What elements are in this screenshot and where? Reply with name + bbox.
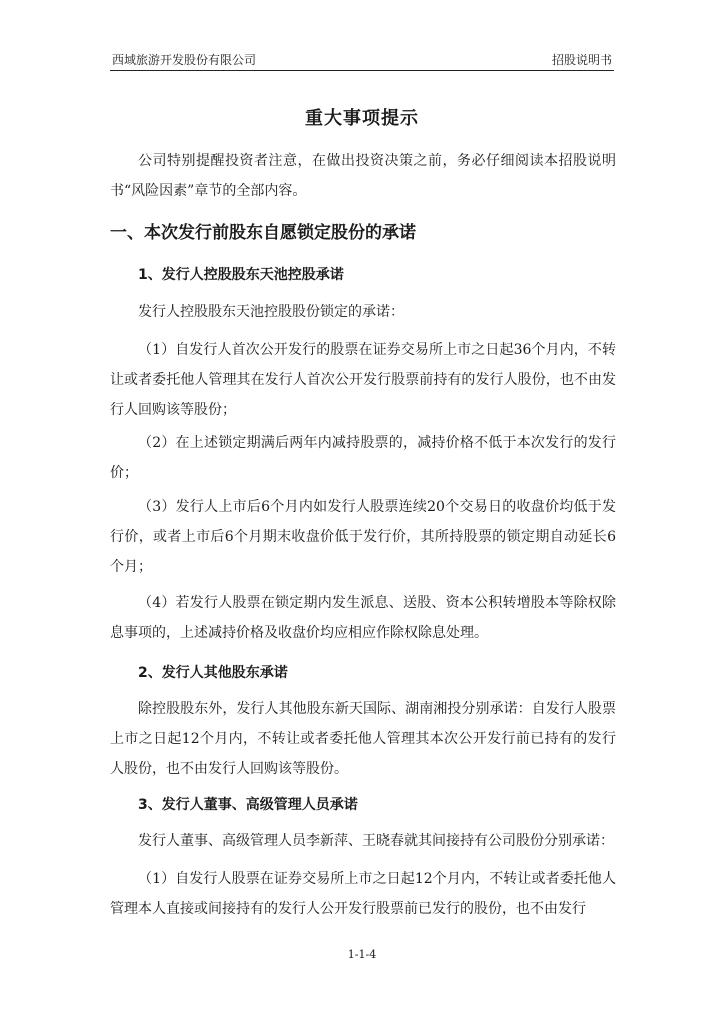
section-1-heading: 一、本次发行前股东自愿锁定股份的承诺 (110, 223, 416, 243)
subsection-3-item-1: （1）自发行人股票在证券交易所上市之日起12个月内，不转让或者委托他人管理本人直接或间接持有的发行人公开发行股票前已发行的股份，也不由发行 (110, 871, 616, 917)
commitment-item-4: （4）若发行人股票在锁定期内发生派息、送股、资本公积转增股本等除权除息事项的，上述减持价格及收盘价均应相应作除权除息处理。 (110, 595, 616, 641)
intro-paragraph: 公司特别提醒投资者注意，在做出投资决策之前，务必仔细阅读本招股说明书“风险因素”章节的全部内容。 (110, 153, 616, 199)
commitment-item-3: （3）发行人上市后6个月内如发行人股票连续20个交易日的收盘价均低于发行价，或者上市后6个月期末收盘价低于发行价，其所持股票的锁定期自动延长6个月； (110, 499, 616, 575)
subsection-3-lead: 发行人董事、高级管理人员李新萍、王晓春就其间接持有公司股份分别承诺： (138, 833, 614, 849)
commitment-item-2: （2）在上述锁定期满后两年内减持股票的，减持价格不低于本次发行的发行价； (110, 435, 616, 481)
page-number: 1-1-4 (347, 948, 377, 961)
subsection-1-lead: 发行人控股股东天池控股股份锁定的承诺： (138, 304, 404, 320)
subsection-1-heading: 1、发行人控股股东天池控股承诺 (138, 267, 344, 283)
page-title: 重大事项提示 (305, 108, 419, 129)
subsection-2-paragraph: 除控股股东外，发行人其他股东新天国际、湖南湘投分别承诺：自发行人股票上市之日起12个月内，不转让或者委托他人管理其本次公开发行前已持有的发行人股份，也不由发行人回购该等股份。 (110, 701, 616, 777)
page-header (110, 48, 614, 71)
commitment-item-1: （1）自发行人首次公开发行的股票在证券交易所上市之日起36个月内，不转让或者委托他人管理其在发行人首次公开发行股票前持有的发行人股份，也不由发行人回购该等股份； (110, 342, 616, 418)
subsection-3-heading: 3、发行人董事、高级管理人员承诺 (138, 797, 358, 813)
header-company-name: 西域旅游开发股份有限公司 (112, 53, 257, 67)
header-document-type: 招股说明书 (551, 53, 612, 67)
subsection-2-heading: 2、发行人其他股东承诺 (138, 665, 288, 681)
